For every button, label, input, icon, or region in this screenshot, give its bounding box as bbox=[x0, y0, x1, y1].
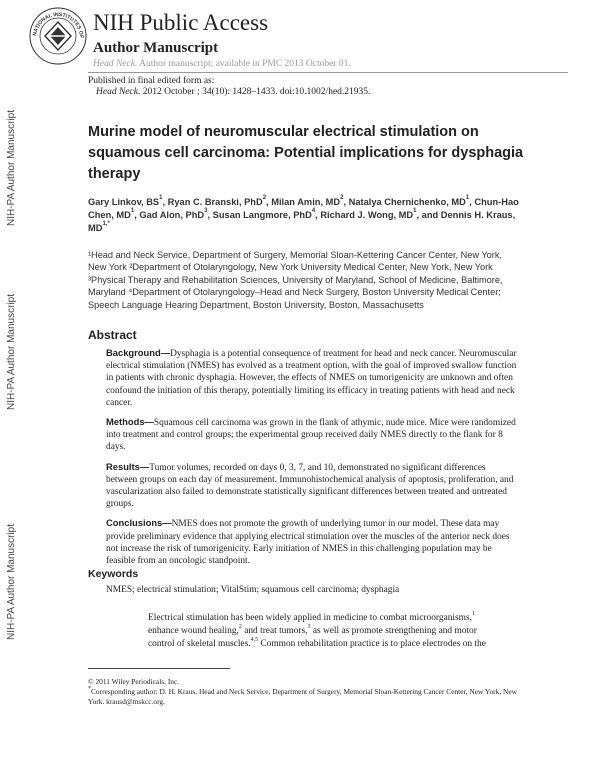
affiliations: ¹Head and Neck Service, Department of Surgery, Memorial Sloan-Kettering Cancer Center, New York, New York ²Department of Otolaryngology, New York University Medical Center, New York, New York ³Physical Therapy and Rehabilitation Sciences, University of Maryland, School of Medicine, Baltimore, Maryland ⁴Department of Otolaryngology–Head and Neck Surgery, Boston University Medical Center; Speech Language Hearing Department, Boston University, Boston, Massachusetts bbox=[88, 250, 503, 310]
abstract-results: Results—Tumor volumes, recorded on days 0, 3, 7, and 10, demonstrated no significant differences between groups on each day of measurement. Immunohistochemical analysis of apoptosis, proliferation, and vascularization also failed to demonstrate statistically significant differences between treated and untreated groups. bbox=[106, 460, 514, 510]
nih-logo bbox=[28, 6, 88, 66]
author: Ryan C. Branski, PhD$^2$ bbox=[167, 195, 267, 207]
abstract-conclusions: Conclusions—NMES does not promote the growth of underlying tumor in our model. These data may provide preliminary evidence that applying electrical stimulation over the muscles of the anterior neck does not increase the risk of tumorigenicity. Early initiation of NMES in this challenging population may be feasible from an oncologic standpoint. bbox=[106, 517, 510, 567]
author-list: Gary Linkov, $BS^1$, Ryan C. Branski, PhD$^2$, Milan Amin, $MD^2$, Natalya Chernichenko, $MD^1$, Chun-Hao Chen, $MD^1$, Gad Alon, PhD$^3$, Susan Langmore, PhD$^4$, Richard J. Wong, $MD^1$, and Dennis H. Kraus, $MD^{1,*}$ bbox=[88, 195, 519, 233]
reference[interactable]: 1 bbox=[471, 611, 475, 617]
header-tagline: Head Neck. Author manuscript; available in PMC 2013 October 01. bbox=[93, 59, 351, 69]
abstract-background: Background—Dysphagia is a potential consequence of treatment for head and neck cancer. Neuromuscular electrical stimulation (NMES) has evolved as a treatment option, with the goal of improved swallow function in patients with chronic dysphagia. However, the effects of NMES on tumorigenicity are unknown and often confound the initiation of this therapy, potentially limiting its efficacy in treating patients with head and neck cancer. bbox=[106, 347, 517, 408]
copyright-note: © 2011 Wiley Periodicals, Inc. bbox=[88, 677, 180, 686]
keywords-text: NMES; electrical stimulation; VitalStim; squamous cell carcinoma; dysphagia bbox=[106, 585, 400, 595]
abstract-heading: Abstract bbox=[88, 328, 137, 342]
abstract-methods: Methods—Squamous cell carcinoma was grown in the flank of athymic, nude mice. Mice were randomized into treatment and control groups; the experimental group received daily NMES directly to the flank for 8 days. bbox=[106, 416, 516, 453]
published-label: Published in final edited form as: bbox=[88, 76, 215, 86]
article-title: Murine model of neuromuscular electrical stimulation on squamous cell carcinoma: Potential implications for dysphagia therapy bbox=[88, 124, 524, 182]
header-rule bbox=[88, 72, 568, 73]
corresponding-author-note: *Corresponding author: D. H. Kraus, Head and Neck Service, Department of Surgery, Memorial Sloan-Kettering Cancer Center, New York, New York. krausd@mskcc.org. bbox=[88, 686, 517, 706]
nih-public-access-title: NIH Public Access bbox=[93, 10, 269, 35]
footnote-rule bbox=[88, 668, 230, 669]
side-label-middle: NIH-PA Author Manuscript bbox=[6, 294, 17, 410]
side-label-top: NIH-PA Author Manuscript bbox=[6, 110, 17, 226]
reference[interactable]: 2 bbox=[238, 624, 242, 630]
author: Susan Langmore, PhD$^4$ bbox=[212, 208, 316, 220]
side-label-bottom: NIH-PA Author Manuscript bbox=[6, 524, 17, 640]
author: Dennis H. Kraus, $MD^{1,*}$ bbox=[88, 210, 516, 233]
reference[interactable]: 3 bbox=[307, 624, 311, 630]
body-paragraph: Electrical stimulation has been widely applied in medicine to combat microorganisms,$^1$ enhance wound healing,$^2$ and treat tumors,$^3$ as well as promote strengthening and motor control of skeletal muscles.$^{4,5}$ Common rehabilitation practice is to place electrodes on the bbox=[148, 611, 486, 649]
keywords-heading: Keywords bbox=[88, 568, 139, 580]
author: Natalya Chernichenko, $MD^1$ bbox=[348, 195, 470, 207]
citation: Head Neck. 2012 October ; 34(10): 1428–1433. doi:10.1002/hed.21935. bbox=[96, 87, 371, 97]
author: Richard J. Wong, $MD^1$ bbox=[320, 208, 417, 220]
author-manuscript-subtitle: Author Manuscript bbox=[93, 40, 219, 56]
nih-seal-icon bbox=[28, 6, 88, 66]
author: Gad Alon, PhD$^3$ bbox=[139, 208, 208, 220]
svg-text:NATIONAL INSTITUTES OF HEALTH: NATIONAL INSTITUTES OF bbox=[32, 11, 85, 39]
author: Gary Linkov, $BS^1$ bbox=[88, 195, 163, 207]
author: Milan Amin, $MD^2$ bbox=[271, 195, 344, 207]
author: Chun-Hao Chen, $MD^1$ bbox=[88, 197, 519, 220]
reference[interactable]: 4,5 bbox=[250, 637, 259, 643]
abstract-body bbox=[106, 347, 518, 567]
